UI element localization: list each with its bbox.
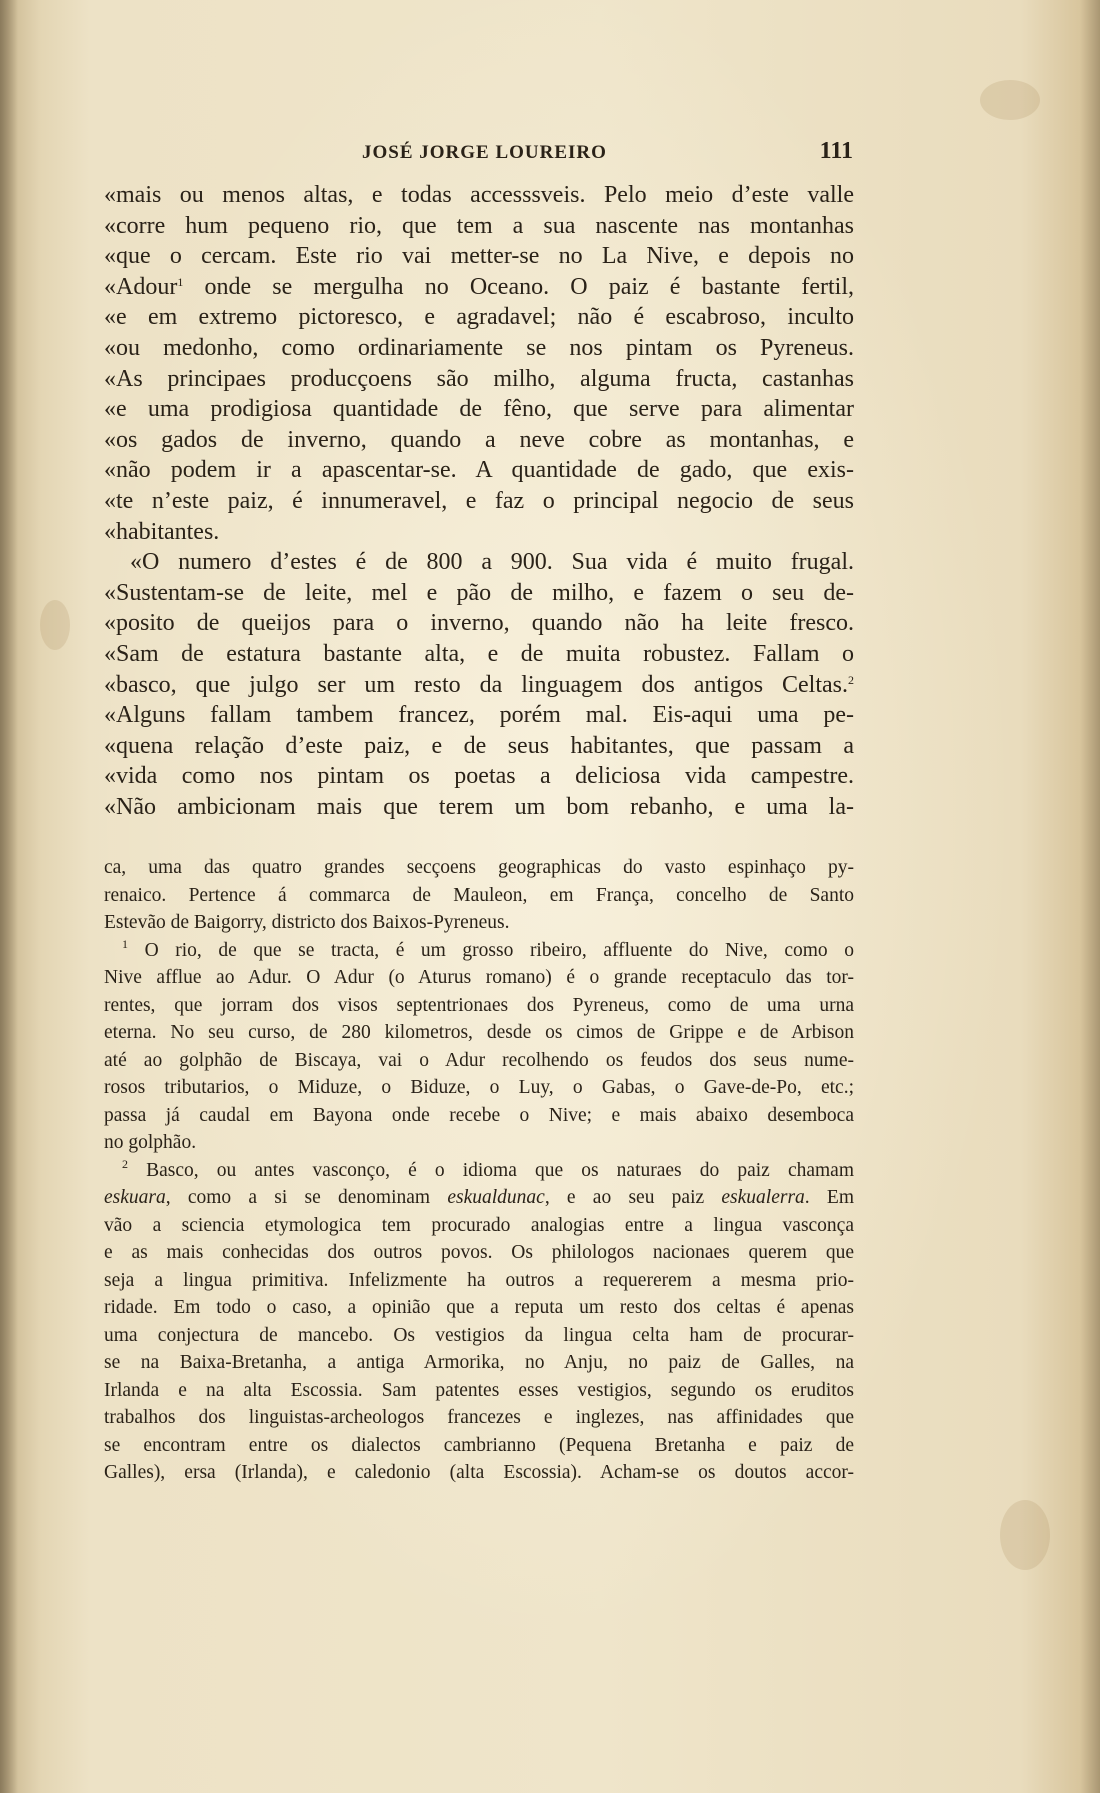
text-line: «e em extremo pictoresco, e agradavel; não é escabroso, inculto	[104, 304, 854, 331]
text-fragment: Basco, ou antes vasconço, é o idioma que os naturaes do paiz chamam	[146, 1159, 854, 1181]
footnote-line: seja a lingua primitiva. Infelizmente ha outros a requererem a mesma prio-	[104, 1269, 854, 1291]
text-line: «quena relação d’este paiz, e de seus habitantes, que passam a	[104, 732, 854, 759]
paper-stain	[980, 80, 1040, 120]
text-fragment: , como a si se denominam	[165, 1187, 448, 1208]
text-fragment: «Adour	[104, 273, 178, 300]
footnote-line: até ao golphão de Biscaya, vai o Adur recolhendo os feudos dos seus nume-	[104, 1049, 854, 1071]
page-spine-shadow	[0, 0, 18, 1793]
page-header	[110, 138, 855, 172]
page-number: 111	[819, 138, 853, 164]
text-fragment: «basco, que julgo ser um resto da linguagem dos antigos Celtas.	[104, 671, 848, 698]
text-fragment: , e ao seu paiz	[544, 1187, 722, 1208]
footnote-line: vão a sciencia etymologica tem procurado analogias entre a lingua vasconça	[104, 1214, 854, 1236]
footnote-line: uma conjectura de mancebo. Os vestigios da lingua celta ham de procurar-	[104, 1324, 854, 1346]
text-line: «ou medonho, como ordinariamente se nos pintam os Pyreneus.	[104, 334, 854, 361]
text-line: «posito de queijos para o inverno, quando não ha leite fresco.	[104, 610, 854, 637]
text-line: «mais ou menos altas, e todas accesssveis. Pelo meio d’este valle	[104, 182, 854, 208]
footnote-line: se encontram entre os dialectos cambrianno (Pequena Bretanha e paiz de	[104, 1434, 854, 1456]
footnote-line: se na Baixa-Bretanha, a antiga Armorika, no Anju, no paiz de Galles, na	[104, 1352, 854, 1373]
footnote-line: renaico. Pertence á commarca de Mauleon, em França, concelho de Santo	[104, 884, 854, 906]
footnotes	[104, 854, 854, 1487]
footnote-line: no golphão.	[104, 1132, 197, 1153]
footnote-line	[104, 1157, 854, 1185]
text-line: «corre hum pequeno rio, que tem a sua nascente nas montanhas	[104, 212, 854, 239]
footnote-line: eterna. No seu curso, de 280 kilometros, desde os cimos de Grippe e de Arbison	[104, 1022, 854, 1043]
text-fragment: O rio, de que se tracta, é um grosso ribeiro, affluente do Nive, como o	[144, 939, 855, 961]
footnote-mark: 1	[177, 274, 184, 289]
running-head: JOSÉ JORGE LOUREIRO	[362, 142, 607, 163]
text-line: «As principaes producçoens são milho, alguma fructa, castanhas	[104, 365, 854, 392]
footnote-line: Irlanda e na alta Escossia. Sam patentes esses vestigios, segundo os eruditos	[104, 1379, 854, 1401]
footnote-line: Nive afflue ao Adur. O Adur (o Aturus romano) é o grande receptaculo das tor-	[104, 967, 854, 988]
text-line: «Não ambicionam mais que terem um bom rebanho, e uma la-	[104, 793, 854, 820]
footnote-mark: 2	[848, 672, 854, 687]
text-line: «vida como nos pintam os poetas a deliciosa vida campestre.	[104, 763, 854, 790]
footnote-line: rentes, que jorram dos visos septentrionaes dos Pyreneus, como de uma urna	[104, 994, 854, 1016]
italic-term: eskualdunac	[447, 1187, 545, 1208]
text-line: «que o cercam. Este rio vai metter-se no La Nive, e depois no	[104, 243, 854, 270]
footnote-line: Galles), ersa (Irlanda), e caledonio (alta Escossia). Acham-se os doutos accor-	[104, 1462, 854, 1483]
text-line: «Alguns fallam tambem francez, porém mal. Eis-aqui uma pe-	[104, 702, 854, 729]
footnote-line: ridade. Em todo o caso, a opinião que a reputa um resto dos celtas é apenas	[104, 1297, 854, 1318]
text-line: «habitantes.	[104, 518, 220, 545]
text-fragment: onde se mergulha no Oceano. O paiz é bastante fertil,	[183, 273, 854, 300]
text-line: «e uma prodigiosa quantidade de fêno, que serve para alimentar	[104, 396, 854, 423]
text-fragment: . Em	[804, 1187, 854, 1208]
paper-stain	[1000, 1500, 1050, 1570]
text-line	[104, 272, 854, 303]
main-text	[104, 180, 854, 822]
text-line: «Sustentam-se de leite, mel e pão de milho, e fazem o seu de-	[104, 579, 854, 606]
text-line: «os gados de inverno, quando a neve cobre as montanhas, e	[104, 426, 854, 453]
text-line: «Sam de estatura bastante alta, e de muita robustez. Fallam o	[104, 640, 854, 667]
footnote-line: trabalhos dos linguistas-archeologos francezes e inglezes, nas affinidades que	[104, 1407, 854, 1428]
footnote-line: e as mais conhecidas dos outros povos. Os philologos nacionaes querem que	[104, 1242, 854, 1263]
paper-stain	[40, 600, 70, 650]
footnote-line	[104, 1184, 854, 1212]
footnote-line: ca, uma das quatro grandes secçoens geographicas do vasto espinhaço py-	[104, 857, 854, 878]
italic-term: eskualerra	[721, 1187, 805, 1208]
footnote-number: 2	[122, 1156, 128, 1171]
footnote-line: passa já caudal em Bayona onde recebe o Nive; e mais abaixo desemboca	[104, 1104, 854, 1126]
text-line: «não podem ir a apascentar-se. A quantidade de gado, que exis-	[104, 457, 854, 484]
text-line: «te n’este paiz, é innumeravel, e faz o principal negocio de seus	[104, 487, 854, 514]
footnote-line: rosos tributarios, o Miduze, o Biduze, o Luy, o Gabas, o Gave-de-Po, etc.;	[104, 1077, 854, 1098]
footnote-number: 1	[122, 936, 128, 951]
text-line	[104, 670, 854, 701]
footnote-line: Estevão de Baigorry, districto dos Baixos-Pyreneus.	[104, 912, 510, 933]
italic-term: eskuara	[104, 1187, 166, 1208]
footnote-line	[104, 937, 854, 965]
text-line: «O numero d’estes é de 800 a 900. Sua vida é muito frugal.	[130, 549, 854, 576]
